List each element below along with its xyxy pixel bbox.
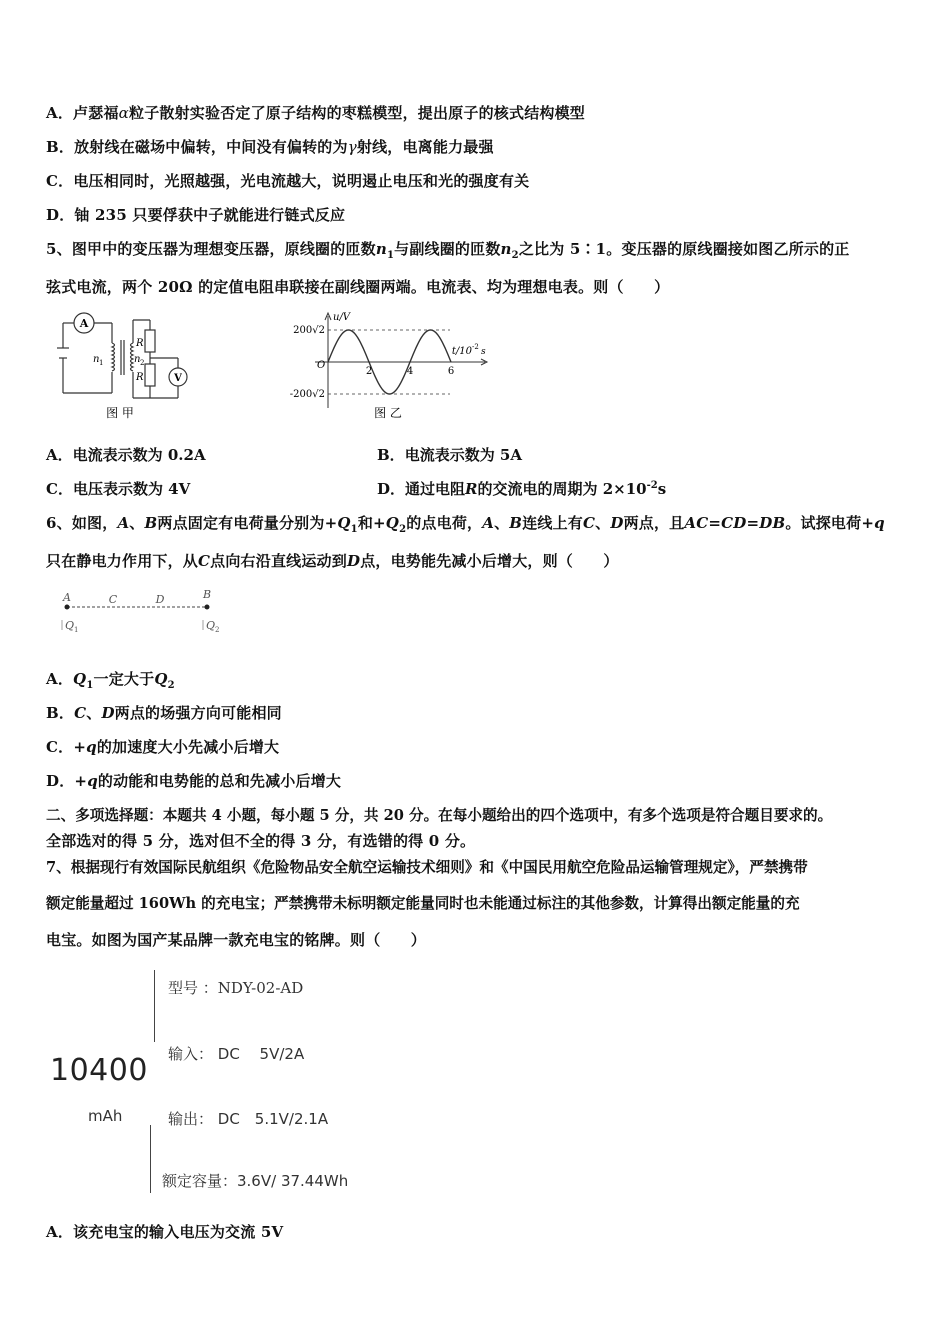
x-tick-4: 4 xyxy=(406,366,414,377)
q6-charges-figure xyxy=(55,588,235,636)
q6-option-d: D．+q的动能和电势能的总和先减小后增大 xyxy=(46,772,342,790)
r1-label: R xyxy=(136,338,144,349)
q7-stem-line2: 额定能量超过 160Wh 的充电宝；严禁携带未标明额定能量同时也未能通过标注的其他参数，计算得出额定能量的充 xyxy=(46,895,800,912)
x-axis-unit: s xyxy=(481,347,486,357)
q7-stem-line1: 7、根据现行有效国际民航组织《危险物品安全航空运输技术细则》和《中国民用航空危险品运输管理规定》，严禁携带 xyxy=(46,859,808,876)
q6-option-c: C．+q的加速度大小先减小后增大 xyxy=(46,738,280,756)
figure-yi-caption: 图 乙 xyxy=(374,406,402,420)
q4-option-c: C．电压相同时，光照越强，光电流越大，说明遏止电压和光的强度有关 xyxy=(46,172,530,190)
y-max-label: 200√2 xyxy=(293,325,325,336)
n2-label: n xyxy=(134,354,141,365)
section2-header-line2: 全部选对的得 5 分，选对但不全的得 3 分，有选错的得 0 分。 xyxy=(46,832,476,850)
q4-option-d: D．铀 235 只要俘获中子就能进行链式反应 xyxy=(46,206,346,224)
n1-sub: 1 xyxy=(99,359,104,367)
q5-option-d: D．通过电阻R的交流电的周期为 $2\times 10^{-2}s$ xyxy=(377,480,667,498)
nameplate-divider-top xyxy=(154,970,155,1042)
q6-stem-line2: 只在静电力作用下，从C点向右沿直线运动到D点，电势能先减小后增大，则（ ） xyxy=(46,552,619,570)
q5-option-b: B．电流表示数为 5A xyxy=(377,446,522,464)
power-bank-nameplate xyxy=(40,965,380,1200)
point-a-label: A xyxy=(63,591,71,604)
x-axis-label: t/10 xyxy=(451,346,472,357)
charge-a-dot xyxy=(65,605,70,610)
q5-stem-line1: 5、图甲中的变压器为理想变压器，原线圈的匝数$n_1$与副线圈的匝数$n_2$之比为 5∶1。变压器的原线圈接如图乙所示的正 xyxy=(46,240,850,261)
q2-label: Q xyxy=(206,619,216,632)
q5-stem-line2: 弦式电流，两个 20Ω 的定值电阻串联接在副线圈两端。电流表、均为理想电表。则（ ） xyxy=(46,278,670,296)
q1-label: Q xyxy=(65,619,75,632)
q2-sub: 2 xyxy=(215,626,220,634)
q5-option-a: A．电流表示数为 0.2A xyxy=(46,446,206,464)
q6-option-a: A．$Q_1$一定大于$Q_2$ xyxy=(46,670,175,691)
input-spec: 输入： DC 5V/2A xyxy=(168,1045,305,1063)
q7-option-a: A．该充电宝的输入电压为交流 5V xyxy=(46,1223,284,1241)
point-d-label: D xyxy=(155,593,165,606)
capacity-unit: mAh xyxy=(88,1107,123,1125)
point-c-label: C xyxy=(108,593,118,606)
q1-sub: 1 xyxy=(74,626,79,634)
n1-label: n xyxy=(93,354,100,365)
origin-label: O xyxy=(317,360,326,371)
y-min-label: -200√2 xyxy=(289,389,325,400)
x-tick-2: 2 xyxy=(365,366,373,377)
r2-label: R xyxy=(136,372,144,383)
model-number: 型号 ：NDY-02-AD xyxy=(168,979,304,997)
n2-sub: 2 xyxy=(140,359,145,367)
figure-jia-circuit xyxy=(50,308,200,423)
x-tick-6: 6 xyxy=(447,366,455,377)
point-b-label: B xyxy=(202,588,212,601)
rated-capacity-spec: 额定容量：3.6V/ 37.44Wh xyxy=(162,1172,349,1190)
ammeter-label: A xyxy=(79,317,89,330)
nameplate-divider-bottom xyxy=(150,1125,151,1193)
q4-option-b: B．放射线在磁场中偏转，中间没有偏转的为γ射线，电离能力最强 xyxy=(46,138,494,156)
x-axis-exp: -2 xyxy=(472,343,479,351)
capacity-value: 10400 xyxy=(50,1053,148,1088)
q7-stem-line3: 电宝。如图为国产某品牌一款充电宝的铭牌。则（ ） xyxy=(46,931,427,949)
q4-option-a: A．卢瑟福α粒子散射实验否定了原子结构的枣糕模型，提出原子的核式结构模型 xyxy=(46,104,586,122)
q6-stem-line1: 6、如图，A、B两点固定有电荷量分别为$+Q_1$和$+Q_2$的点电荷，A、B连线上有C、D两点，且AC=CD=DB。试探电荷+q xyxy=(46,514,885,535)
figure-yi-sine-wave xyxy=(285,308,515,423)
output-spec: 输出： DC 5.1V/2.1A xyxy=(168,1110,329,1128)
voltmeter-label: V xyxy=(174,373,182,384)
charge-b-dot xyxy=(205,605,210,610)
y-axis-label: u/V xyxy=(333,312,351,323)
figure-jia-caption: 图 甲 xyxy=(106,406,134,420)
section2-header-line1: 二、多项选择题：本题共 4 小题，每小题 5 分，共 20 分。在每小题给出的四个选项中，有多个选项是符合题目要求的。 xyxy=(46,807,833,824)
q6-option-b: B．C、D两点的场强方向可能相同 xyxy=(46,704,282,722)
q5-option-c: C．电压表示数为 4V xyxy=(46,480,191,498)
